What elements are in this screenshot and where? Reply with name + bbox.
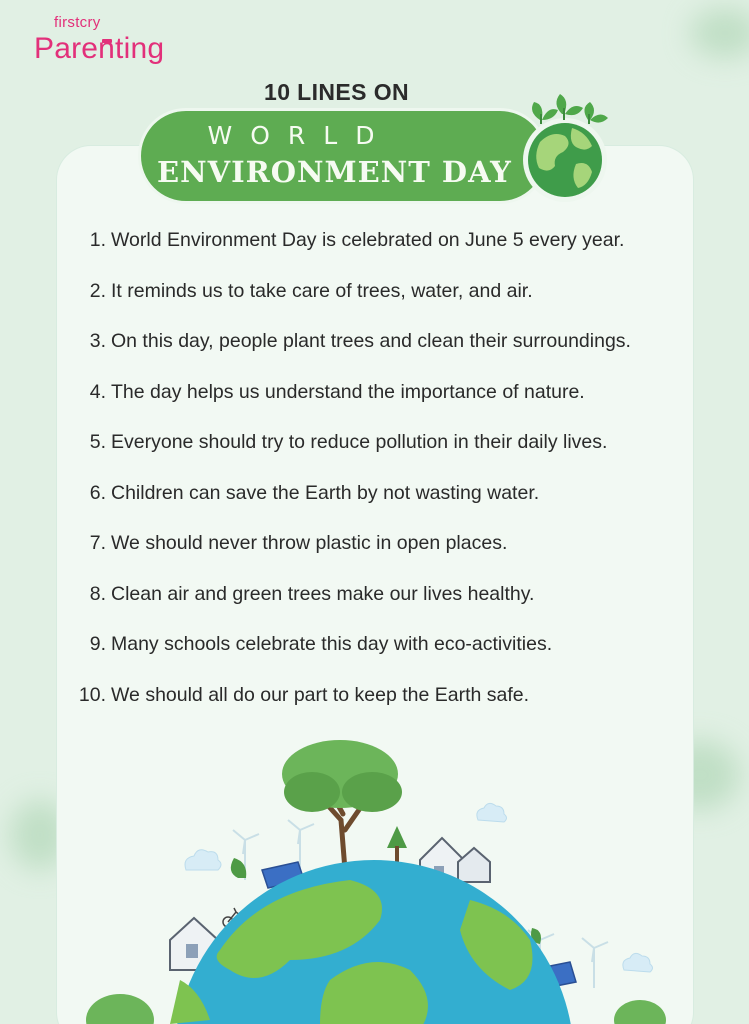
item-number: 4. xyxy=(89,380,106,403)
item-text: Everyone should try to reduce pollution in their daily lives. xyxy=(111,431,608,453)
item-number: 5. xyxy=(89,431,106,453)
item-number: 8. xyxy=(89,582,106,605)
item-number: 3. xyxy=(89,330,106,352)
earth-scene-illustration xyxy=(0,730,749,1024)
list-item xyxy=(70,277,631,328)
list-item xyxy=(70,327,631,378)
item-text: World Environment Day is celebrated on June 5 every year. xyxy=(111,229,625,251)
item-number: 2. xyxy=(89,279,106,302)
item-text: Children can save the Earth by not wasting water. xyxy=(111,481,540,504)
firstcry-parenting-logo[interactable] xyxy=(34,14,184,66)
globe-with-sprouts-icon xyxy=(510,80,620,205)
title-banner xyxy=(138,108,548,204)
background-blob xyxy=(690,8,749,58)
item-text: It reminds us to take care of trees, water, and air. xyxy=(111,279,533,302)
title-line-1: WORLD xyxy=(207,121,393,150)
item-number: 1. xyxy=(89,229,106,251)
item-text: We should never throw plastic in open places. xyxy=(111,532,508,554)
item-text: On this day, people plant trees and clean their surroundings. xyxy=(111,330,631,352)
list-item xyxy=(70,580,631,631)
title-line-2: ENVIRONMENT DAY xyxy=(157,155,512,189)
item-text: We should all do our part to keep the Earth safe. xyxy=(111,683,530,706)
item-text: The day helps us understand the importance of nature. xyxy=(111,380,585,403)
list-item xyxy=(70,630,631,681)
list-item xyxy=(70,479,631,530)
item-text: Clean air and green trees make our lives healthy. xyxy=(111,582,535,605)
item-number: 6. xyxy=(89,481,106,504)
list-item xyxy=(70,529,631,580)
lines-list xyxy=(70,226,631,731)
item-number: 9. xyxy=(89,633,106,655)
list-item xyxy=(70,428,631,479)
logo-small-text: firstcry xyxy=(54,14,101,31)
list-item xyxy=(70,378,631,429)
item-number: 7. xyxy=(89,532,106,554)
logo-big-text: Parenting xyxy=(34,32,165,65)
item-number: 10. xyxy=(78,683,106,706)
item-text: Many schools celebrate this day with eco-activities. xyxy=(111,633,553,655)
heading-top: 10 LINES ON xyxy=(264,79,409,105)
earth-icon xyxy=(170,860,574,1024)
list-item xyxy=(70,226,631,277)
list-item xyxy=(70,681,631,732)
